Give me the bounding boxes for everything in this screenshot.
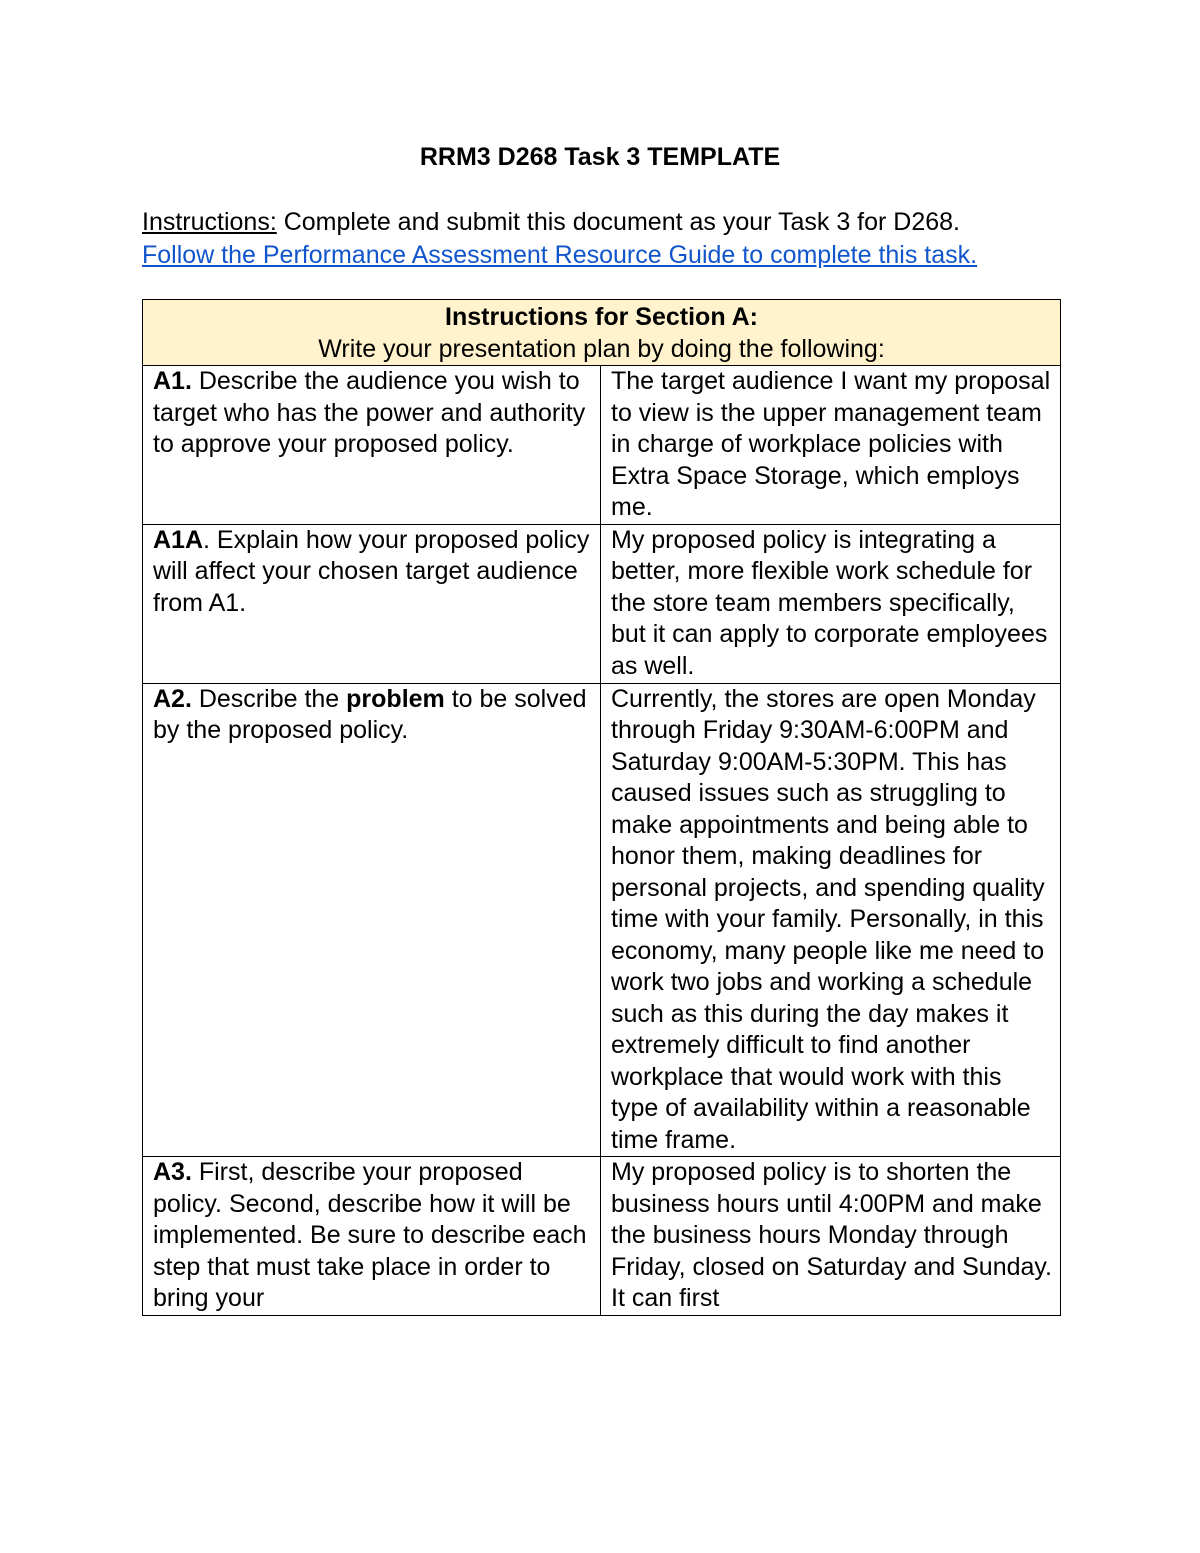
section-a-subheading: Write your presentation plan by doing the following: (318, 334, 885, 363)
resource-guide-link[interactable]: Follow the Performance Assessment Resource Guide to complete this task. (142, 240, 978, 269)
response-cell-a1[interactable]: The target audience I want my proposal to view is the upper management team in charge of workplace policies with Extra Space Storage, which employs me. (601, 366, 1061, 525)
prompt-id: A2. (153, 684, 192, 713)
prompt-text: First, describe your proposed policy. Second, describe how it will be implemented. Be sure to describe each step that must take place in order to bring your (153, 1158, 587, 1312)
response-cell-a1a[interactable]: My proposed policy is integrating a better, more flexible work schedule for the store team members specifically, but it can apply to corporate employees as well. (601, 524, 1061, 683)
prompt-emphasis: problem (346, 684, 445, 713)
table-row-a3 (143, 1157, 1061, 1316)
prompt-cell-a1 (143, 366, 601, 525)
document-title: RRM3 D268 Task 3 TEMPLATE (419, 143, 781, 171)
prompt-id: A1A (153, 525, 204, 554)
prompt-id: A3. (153, 1158, 192, 1186)
section-a-header-row (143, 300, 1061, 366)
table-row-a2 (143, 683, 1061, 1157)
instructions-paragraph (142, 206, 1042, 271)
prompt-text: . Explain how your proposed policy will affect your chosen target audience from A1. (153, 525, 590, 617)
prompt-id: A1. (153, 367, 192, 395)
instructions-label: Instructions: (142, 208, 277, 236)
prompt-text: Describe the audience you wish to target who has the power and authority to approve your proposed policy. (153, 367, 586, 458)
table-row-a1 (143, 366, 1061, 525)
prompt-cell-a2 (143, 683, 601, 1157)
response-cell-a2[interactable]: Currently, the stores are open Monday through Friday 9:30AM-6:00PM and Saturday 9:00AM-5:30PM. This has caused issues such as struggling to make appointments and being able to honor them, making deadlines for personal projects, and spending quality time with your family. Personally, in this economy, many people like me need to work two jobs and working a schedule such as this during the day makes it extremely difficult to find another workplace that would work with this type of availability within a reasonable time frame. (601, 683, 1061, 1157)
section-a-heading: Instructions for Section A: (445, 303, 758, 331)
prompt-text: to be solved by the proposed policy. (153, 684, 587, 744)
section-a-header (143, 300, 1061, 366)
table-row-a1a (143, 524, 1061, 683)
response-cell-a3[interactable]: My proposed policy is to shorten the business hours until 4:00PM and make the business hours Monday through Friday, closed on Saturday and Sunday. It can first (601, 1157, 1061, 1316)
instructions-text: Complete and submit this document as your Task 3 for D268. (276, 208, 960, 236)
prompt-text: Describe the (191, 684, 347, 713)
section-a-table (142, 299, 1061, 1316)
prompt-cell-a3 (143, 1157, 601, 1316)
prompt-cell-a1a (143, 524, 601, 683)
